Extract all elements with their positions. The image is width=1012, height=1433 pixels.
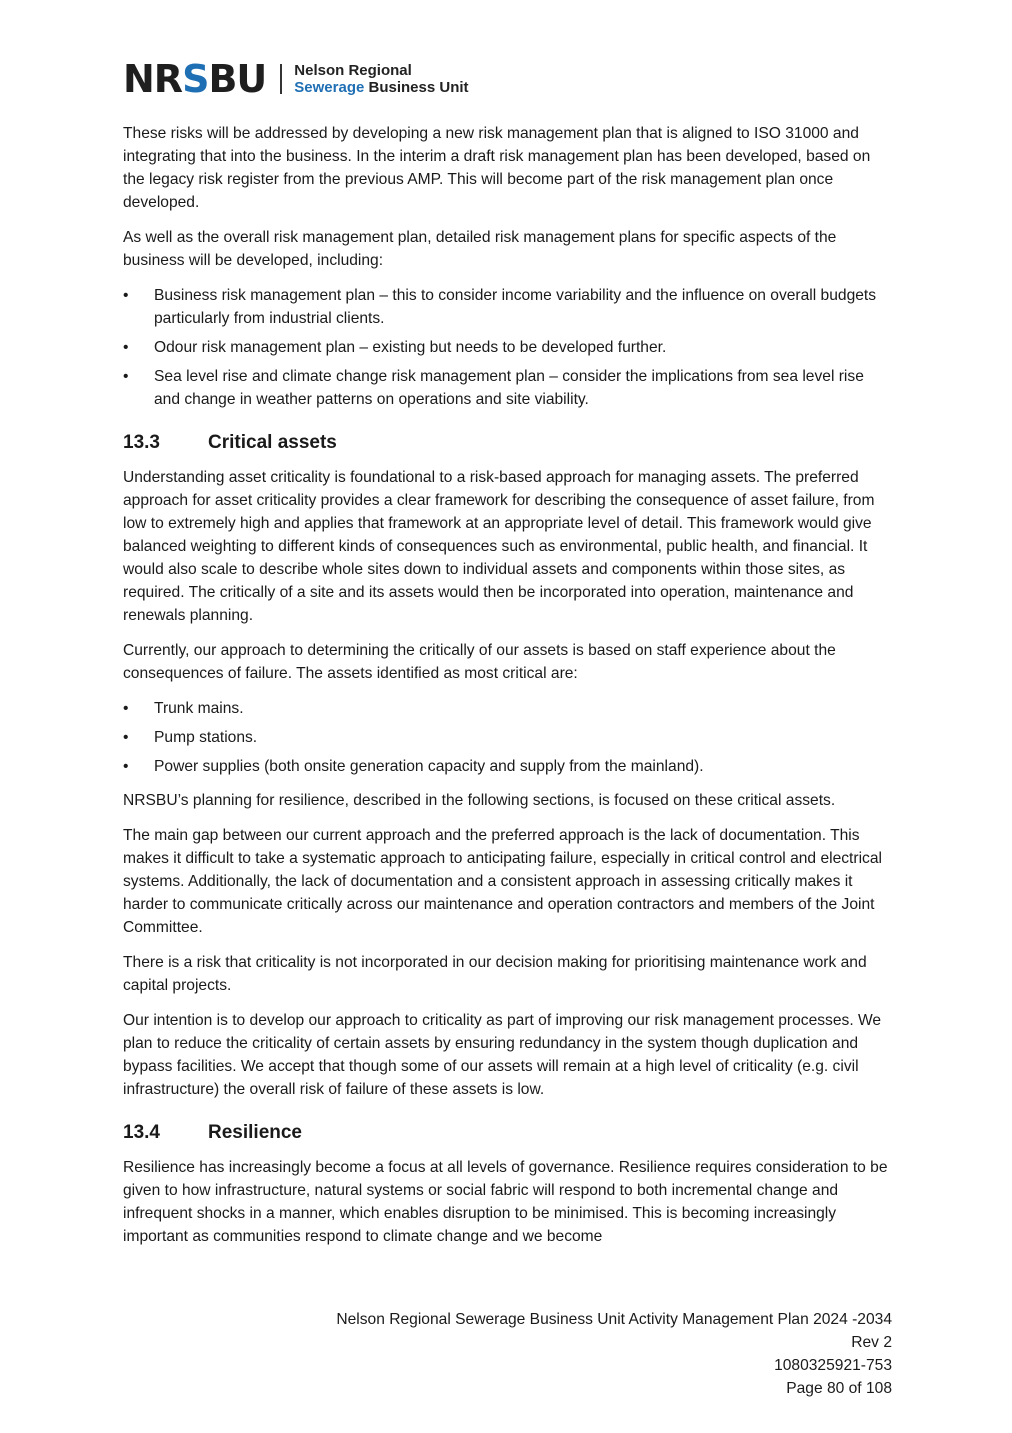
paragraph: There is a risk that criticality is not incorporated in our decision making for prioritising maintenance work and capital projects. <box>123 954 867 994</box>
footer-document-id: 1080325921-753 <box>774 1357 892 1374</box>
section-heading-critical-assets <box>123 431 893 455</box>
logo-divider <box>280 64 282 94</box>
section-heading-resilience <box>123 1121 893 1145</box>
nrsbu-logo <box>123 58 469 100</box>
list-item: • Trunk mains. <box>123 697 893 720</box>
section-number: 13.4 <box>123 1122 160 1143</box>
section-title: Resilience <box>208 1122 302 1143</box>
list-item: • Pump stations. <box>123 726 893 749</box>
list-item: • Sea level rise and climate change risk management plan – consider the implications from sea level rise and change in weather patterns on operations and site viability. <box>123 365 893 411</box>
list-item: • Odour risk management plan – existing but needs to be developed further. <box>123 336 893 359</box>
paragraph: As well as the overall risk management plan, detailed risk management plans for specific aspects of the business will be developed, including: <box>123 229 837 269</box>
logo-wordmark: NRSBU <box>123 57 267 101</box>
section-title: Critical assets <box>208 432 337 453</box>
paragraph: Our intention is to develop our approach to criticality as part of improving our risk management processes. We plan to reduce the criticality of certain assets by ensuring redundancy in the system though duplication and bypass facilities. We accept that though some of our assets will remain at a high level of criticality (e.g. civil infrastructure) the overall risk of failure of these assets is low. <box>123 1012 882 1098</box>
footer-document-title: Nelson Regional Sewerage Business Unit Activity Management Plan 2024 -2034 <box>336 1311 892 1328</box>
footer-revision: Rev 2 <box>851 1334 892 1351</box>
paragraph: Currently, our approach to determining the critically of our assets is based on staff experience about the consequences of failure. The assets identified as most critical are: <box>123 642 836 682</box>
list-item: • Power supplies (both onsite generation capacity and supply from the mainland). <box>123 755 893 778</box>
paragraph: Understanding asset criticality is foundational to a risk-based approach for managing assets. The preferred approach for asset criticality provides a clear framework for describing the consequence of asset failure, from low to extremely high and applies that framework at an appropriate level of detail. This framework would give balanced weighting to different kinds of consequences such as environmental, public health, and financial. It would also scale to describe whole sites down to individual assets and components within those sites, as required. The critically of a site and its assets would then be incorporated into operation, maintenance and renewals planning. <box>123 469 875 624</box>
page-footer <box>336 1308 892 1400</box>
bullet-list <box>123 284 893 411</box>
footer-page-number: Page 80 of 108 <box>786 1380 892 1397</box>
paragraph: The main gap between our current approach and the preferred approach is the lack of documentation. This makes it difficult to take a systematic approach to anticipating failure, especially in critical control and electrical systems. Additionally, the lack of documentation and a consistent approach in assessing critically makes it harder to communicate critically across our maintenance and operation contractors and members of the Joint Committee. <box>123 827 882 936</box>
section-number: 13.3 <box>123 432 160 453</box>
paragraph: Resilience has increasingly become a focus at all levels of governance. Resilience requires consideration to be given to how infrastructure, natural systems or social fabric will respond to both incremental change and infrequent shocks in a manner, which enables disruption to be minimised. This is becoming increasingly important as communities respond to climate change and we become <box>123 1159 888 1245</box>
paragraph: These risks will be addressed by developing a new risk management plan that is aligned to ISO 31000 and integrating that into the business. In the interim a draft risk management plan has been developed, based on the legacy risk register from the previous AMP. This will become part of the risk management plan once developed. <box>123 125 871 211</box>
paragraph: NRSBU’s planning for resilience, described in the following sections, is focused on these critical assets. <box>123 792 836 809</box>
document-body <box>123 122 893 1260</box>
bullet-list <box>123 697 893 778</box>
logo-subtitle: Nelson Regional Sewerage Business Unit <box>294 61 469 96</box>
list-item: • Business risk management plan – this to consider income variability and the influence on overall budgets particularly from industrial clients. <box>123 284 893 330</box>
